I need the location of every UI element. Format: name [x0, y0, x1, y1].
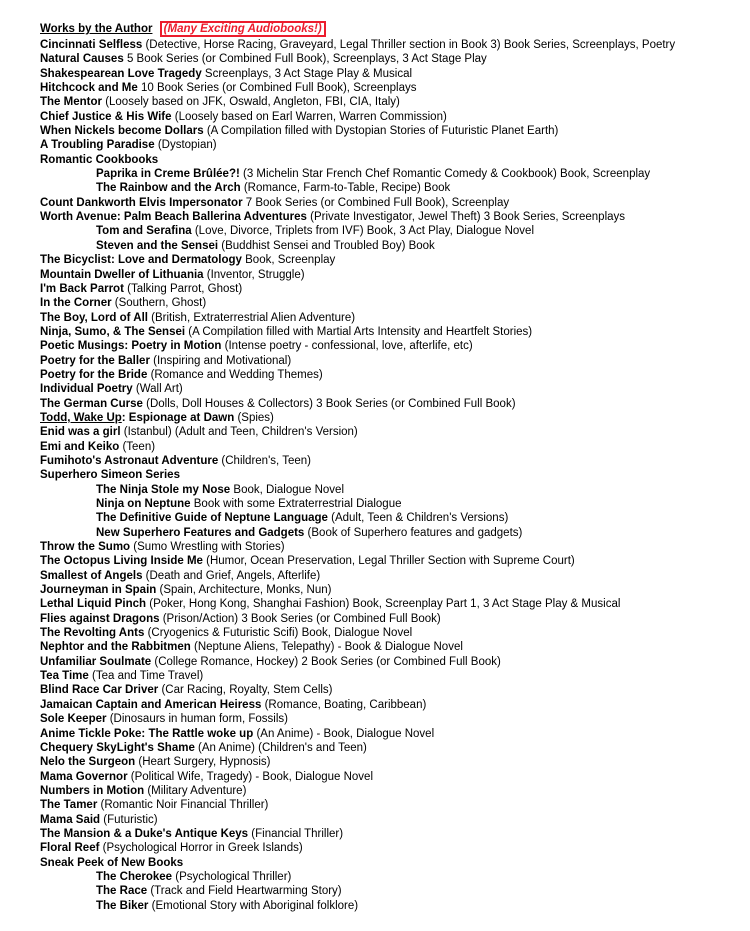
- list-item: [40, 425, 742, 439]
- item-title: Emi and Keiko: [40, 440, 120, 453]
- list-item: [40, 884, 742, 898]
- item-desc: (Detective, Horse Racing, Graveyard, Legal Thriller section in Book 3) Book Series, Screenplays, Poetry: [145, 39, 676, 51]
- list-item: [40, 813, 742, 827]
- item-title: When Nickels become Dollars: [40, 125, 204, 138]
- list-item: [40, 382, 742, 396]
- item-desc: (An Anime) - Book, Dialogue Novel: [256, 727, 435, 740]
- item-title: Unfamiliar Soulmate: [40, 655, 152, 668]
- list-item: [40, 526, 742, 540]
- item-desc: (Children's, Teen): [221, 454, 311, 467]
- item-desc: (Poker, Hong Kong, Shanghai Fashion) Book, Screenplay Part 1, 3 Act Stage Play & Musical: [149, 598, 621, 611]
- item-desc: (Love, Divorce, Triplets from IVF) Book, 3 Act Play, Dialogue Novel: [194, 225, 535, 238]
- audiobooks-badge: (Many Exciting Audiobooks!): [160, 21, 326, 37]
- item-title: The Mansion & a Duke's Antique Keys: [40, 827, 249, 840]
- list-item: [40, 841, 742, 855]
- item-desc: Screenplays, 3 Act Stage Play & Musical: [204, 67, 413, 80]
- item-title: Jamaican Captain and American Heiress: [40, 698, 262, 711]
- item-title: The Definitive Guide of Neptune Language: [96, 512, 328, 525]
- item-title: The Ninja Stole my Nose: [96, 483, 231, 496]
- list-item: [40, 397, 742, 411]
- item-desc: (A Compilation filled with Dystopian Stories of Futuristic Planet Earth): [206, 125, 559, 138]
- item-title: Todd, Wake Up: Espionage at Dawn: [40, 411, 235, 424]
- item-desc: (Romance, Farm-to-Table, Recipe) Book: [243, 182, 451, 195]
- list-item: [40, 282, 742, 296]
- item-desc: (Spain, Architecture, Monks, Nun): [159, 584, 332, 597]
- item-desc: (Prison/Action) 3 Book Series (or Combined Full Book): [162, 612, 441, 625]
- item-desc: (Inventor, Struggle): [206, 268, 305, 281]
- list-item: [40, 67, 742, 81]
- list-item: [40, 325, 742, 339]
- item-title: Sole Keeper: [40, 713, 107, 726]
- list-item: [40, 368, 742, 382]
- item-title: Superhero Simeon Series: [40, 469, 180, 482]
- item-title: Numbers in Motion: [40, 784, 145, 797]
- list-item: [40, 153, 742, 167]
- list-item: [40, 38, 742, 52]
- list-item: [40, 583, 742, 597]
- list-item: [40, 268, 742, 282]
- list-item: [40, 138, 742, 152]
- list-item: [40, 440, 742, 454]
- list-item: [40, 540, 742, 554]
- item-desc: Book, Dialogue Novel: [233, 483, 344, 496]
- item-title: Mama Said: [40, 813, 101, 826]
- item-desc: (Dolls, Doll Houses & Collectors) 3 Book Series (or Combined Full Book): [146, 397, 516, 410]
- item-desc: (Teen): [122, 440, 156, 453]
- item-desc: (Cryogenics & Futuristic Scifi) Book, Dialogue Novel: [147, 627, 413, 640]
- item-desc: 7 Book Series (or Combined Full Book), Screenplay: [245, 196, 510, 209]
- item-desc: (Dystopian): [157, 139, 217, 152]
- item-title: The Boy, Lord of All: [40, 311, 148, 324]
- list-item: [40, 411, 742, 425]
- item-title-underlined: Todd, Wake Up: [40, 411, 122, 424]
- list-item: [40, 468, 742, 482]
- list-item: [40, 210, 742, 224]
- item-title: Steven and the Sensei: [96, 239, 219, 252]
- item-title: Poetry for the Baller: [40, 354, 150, 367]
- list-item: [40, 741, 742, 755]
- list-item: [40, 899, 742, 913]
- item-title: Paprika in Creme Brûlée?!: [96, 168, 240, 181]
- list-item: [40, 655, 742, 669]
- item-desc: 10 Book Series (or Combined Full Book), Screenplays: [140, 82, 417, 95]
- item-desc: (British, Extraterrestrial Alien Adventure): [151, 311, 356, 324]
- list-item: [40, 497, 742, 511]
- item-title: The Octopus Living Inside Me: [40, 555, 203, 568]
- item-title: The German Curse: [40, 397, 143, 410]
- item-desc: (Wall Art): [135, 383, 183, 396]
- item-desc: Book, Screenplay: [245, 254, 336, 267]
- item-title: Tom and Serafina: [96, 225, 192, 238]
- item-desc: Book with some Extraterrestrial Dialogue: [193, 498, 402, 510]
- item-desc: (Dinosaurs in human form, Fossils): [109, 713, 288, 726]
- item-title: Anime Tickle Poke: The Rattle woke up: [40, 727, 254, 740]
- list-item: [40, 727, 742, 741]
- item-title: Poetry for the Bride: [40, 368, 148, 381]
- item-desc: (Talking Parrot, Ghost): [127, 282, 243, 295]
- item-title: Ninja, Sumo, & The Sensei: [40, 325, 186, 338]
- list-item: [40, 81, 742, 95]
- item-title: The Race: [96, 885, 148, 898]
- item-title: Worth Avenue: Palm Beach Ballerina Adventures: [40, 211, 307, 224]
- item-title: Natural Causes: [40, 53, 124, 66]
- list-item: [40, 612, 742, 626]
- list-item: [40, 253, 742, 267]
- list-item: [40, 110, 742, 124]
- list-item: [40, 124, 742, 138]
- item-desc: (Sumo Wrestling with Stories): [133, 541, 285, 554]
- list-item: [40, 640, 742, 654]
- list-item: [40, 597, 742, 611]
- item-title: Individual Poetry: [40, 383, 133, 396]
- item-desc: (Heart Surgery, Hypnosis): [138, 756, 271, 769]
- list-item: [40, 52, 742, 66]
- list-item: [40, 483, 742, 497]
- item-title: The Rainbow and the Arch: [96, 182, 241, 195]
- list-item: [40, 669, 742, 683]
- item-title: Nelo the Surgeon: [40, 756, 136, 769]
- item-desc: (Adult, Teen & Children's Versions): [331, 512, 509, 525]
- item-desc: (Political Wife, Tragedy) - Book, Dialogue Novel: [130, 770, 374, 783]
- list-item: [40, 770, 742, 784]
- item-desc: (Romantic Noir Financial Thriller): [100, 799, 269, 812]
- item-title: Hitchcock and Me: [40, 82, 138, 95]
- item-desc: (Neptune Aliens, Telepathy) - Book & Dialogue Novel: [193, 641, 463, 654]
- item-desc: (3 Michelin Star French Chef Romantic Comedy & Cookbook) Book, Screenplay: [243, 168, 651, 181]
- page-title: Works by the Author: [40, 23, 153, 35]
- item-title: Sneak Peek of New Books: [40, 856, 184, 869]
- item-desc: (Romance, Boating, Caribbean): [264, 698, 427, 711]
- list-item: [40, 755, 742, 769]
- item-desc: (Humor, Ocean Preservation, Legal Thriller Section with Supreme Court): [206, 555, 575, 568]
- list-item: [40, 698, 742, 712]
- item-desc: (Loosely based on JFK, Oswald, Angleton, FBI, CIA, Italy): [105, 96, 400, 109]
- item-desc: (Tea and Time Travel): [92, 670, 204, 683]
- item-title: Romantic Cookbooks: [40, 153, 159, 166]
- item-title: Nephtor and the Rabbitmen: [40, 641, 191, 654]
- list-item: [40, 784, 742, 798]
- item-title: Cincinnati Selfless: [40, 39, 143, 51]
- page-header: [40, 21, 742, 37]
- list-item: [40, 554, 742, 568]
- list-item: [40, 224, 742, 238]
- item-title: Flies against Dragons: [40, 612, 160, 625]
- item-title: Fumihoto's Astronaut Adventure: [40, 454, 219, 467]
- item-title: Blind Race Car Driver: [40, 684, 159, 697]
- item-desc: 5 Book Series (or Combined Full Book), Screenplays, 3 Act Stage Play: [126, 53, 487, 66]
- item-desc: (Financial Thriller): [251, 827, 344, 840]
- item-title: Enid was a girl: [40, 426, 121, 439]
- item-title: Chief Justice & His Wife: [40, 110, 172, 123]
- item-desc: (Book of Superhero features and gadgets): [307, 526, 523, 539]
- item-title: Count Dankworth Elvis Impersonator: [40, 196, 243, 209]
- list-item: [40, 296, 742, 310]
- item-desc: (Track and Field Heartwarming Story): [150, 885, 342, 898]
- list-item: [40, 827, 742, 841]
- item-desc: (Inspiring and Motivational): [153, 354, 292, 367]
- item-desc: (Buddhist Sensei and Troubled Boy) Book: [221, 239, 435, 252]
- item-desc: (Psychological Horror in Greek Islands): [102, 842, 303, 855]
- item-desc: (Private Investigator, Jewel Theft) 3 Book Series, Screenplays: [310, 211, 626, 224]
- item-desc: (College Romance, Hockey) 2 Book Series (or Combined Full Book): [154, 655, 501, 668]
- item-title: Chequery SkyLight's Shame: [40, 741, 195, 754]
- list-item: [40, 569, 742, 583]
- item-desc: (Car Racing, Royalty, Stem Cells): [161, 684, 333, 697]
- item-title: Poetic Musings: Poetry in Motion: [40, 340, 222, 353]
- item-desc: (Death and Grief, Angels, Afterlife): [145, 569, 321, 582]
- item-title: The Revolting Ants: [40, 627, 145, 640]
- list-item: [40, 354, 742, 368]
- item-title: Floral Reef: [40, 842, 100, 855]
- item-desc: (Emotional Story with Aboriginal folklore): [151, 899, 359, 912]
- item-desc: (Southern, Ghost): [114, 297, 207, 310]
- item-title: I'm Back Parrot: [40, 282, 124, 295]
- item-title: The Cherokee: [96, 870, 173, 883]
- item-title: Throw the Sumo: [40, 541, 131, 554]
- list-item: [40, 712, 742, 726]
- list-item: [40, 870, 742, 884]
- list-item: [40, 683, 742, 697]
- item-title: The Biker: [96, 899, 149, 912]
- item-title: New Superhero Features and Gadgets: [96, 526, 305, 539]
- item-title: Smallest of Angels: [40, 569, 143, 582]
- list-item: [40, 511, 742, 525]
- list-item: [40, 454, 742, 468]
- item-desc: (Loosely based on Earl Warren, Warren Commission): [174, 110, 447, 123]
- item-desc: (Istanbul) (Adult and Teen, Children's Version): [123, 426, 358, 439]
- list-item: [40, 196, 742, 210]
- item-title: The Mentor: [40, 96, 102, 109]
- item-desc: (Futuristic): [103, 813, 158, 826]
- list-item: [40, 626, 742, 640]
- item-title: Tea Time: [40, 670, 89, 683]
- list-item: [40, 181, 742, 195]
- item-title: In the Corner: [40, 297, 112, 310]
- list-item: [40, 798, 742, 812]
- item-title: Mountain Dweller of Lithuania: [40, 268, 204, 281]
- item-title: Shakespearean Love Tragedy: [40, 67, 202, 80]
- works-list: [40, 38, 742, 913]
- list-item: [40, 339, 742, 353]
- item-desc: (Intense poetry - confessional, love, afterlife, etc): [224, 340, 473, 353]
- list-item: [40, 856, 742, 870]
- list-item: [40, 239, 742, 253]
- item-title: The Tamer: [40, 799, 98, 812]
- item-desc: (Psychological Thriller): [175, 870, 292, 883]
- item-desc: (An Anime) (Children's and Teen): [198, 741, 367, 754]
- list-item: [40, 167, 742, 181]
- item-desc: (Spies): [237, 411, 274, 424]
- item-title: Lethal Liquid Pinch: [40, 598, 147, 611]
- item-desc: (A Compilation filled with Martial Arts Intensity and Heartfelt Stories): [188, 325, 533, 338]
- item-title: Journeyman in Spain: [40, 584, 157, 597]
- item-title: Mama Governor: [40, 770, 128, 783]
- item-desc: (Romance and Wedding Themes): [150, 368, 323, 381]
- list-item: [40, 95, 742, 109]
- item-title: The Bicyclist: Love and Dermatology: [40, 254, 242, 267]
- item-desc: (Military Adventure): [147, 784, 247, 797]
- item-title: A Troubling Paradise: [40, 139, 155, 152]
- item-title: Ninja on Neptune: [96, 498, 191, 510]
- list-item: [40, 311, 742, 325]
